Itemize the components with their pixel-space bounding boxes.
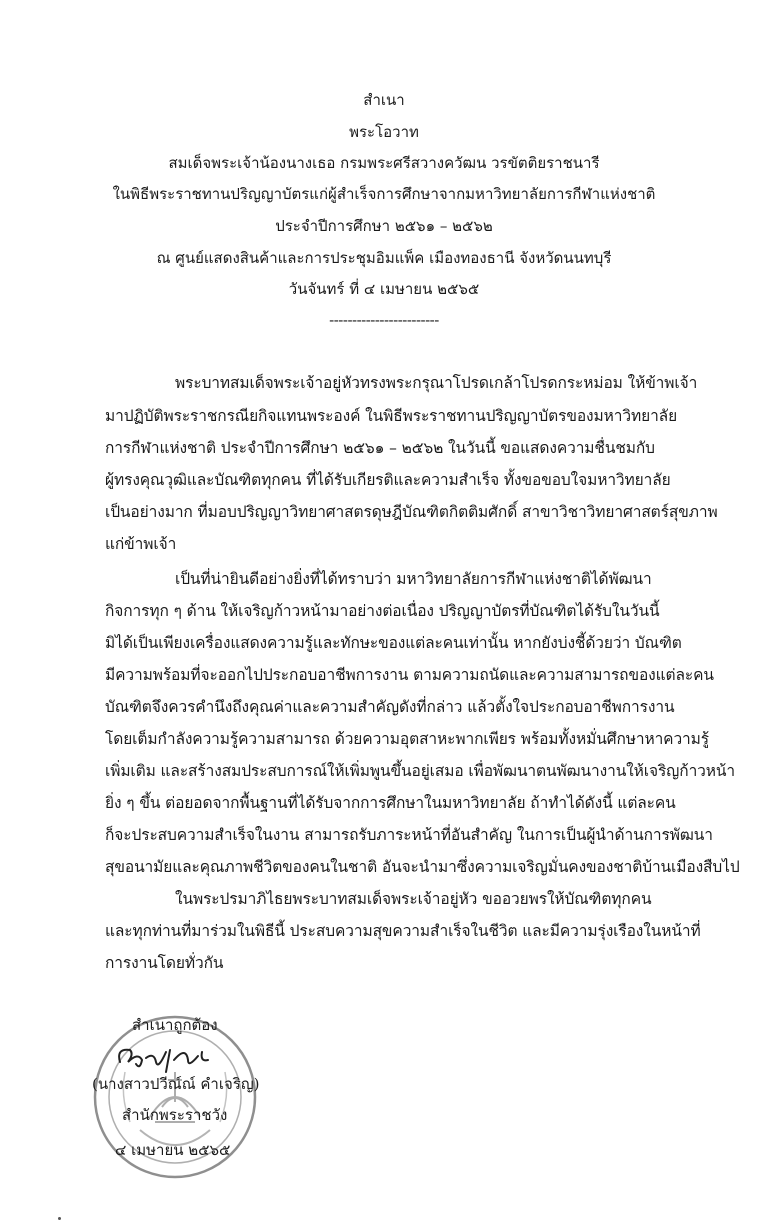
body-line: การกีฬาแห่งชาติ ประจำปีการศึกษา ๒๕๖๑ – ๒๕๖๒ ในวันนี้ ขอแสดงความชื่นชมกับ xyxy=(105,439,655,457)
header-academic-year: ประจำปีการศึกษา ๒๕๖๑ – ๒๕๖๒ xyxy=(275,217,493,235)
body-line: และทุกท่านที่มาร่วมในพิธีนี้ ประสบความสุขความสำเร็จในชีวิต และมีความรุ่งเรืองในหน้าที่ xyxy=(105,922,701,940)
body-line: เป็นอย่างมาก ที่มอบปริญญาวิทยาศาสตรดุษฎีบัณฑิตกิตติมศักดิ์ สาขาวิชาวิทยาศาสตร์สุขภาพ xyxy=(105,503,718,521)
certified-copy-label: สำเนาถูกต้อง xyxy=(132,1016,218,1034)
signer-name: (นางสาวปวีณ์ณ์ คำเจริญ) xyxy=(92,1075,260,1093)
body-line: ก็จะประสบความสำเร็จในงาน สามารถรับภาระหน้าที่อันสำคัญ ในการเป็นผู้นำด้านการพัฒนา xyxy=(105,826,713,844)
body-line: การงานโดยทั่วกัน xyxy=(105,954,224,972)
body-line: สุขอนามัยและคุณภาพชีวิตของคนในชาติ อันจะนำมาซึ่งความเจริญมั่นคงของชาติบ้านเมืองสืบไป xyxy=(105,858,740,876)
header-ceremony: ในพิธีพระราชทานปริญญาบัตรแก่ผู้สำเร็จการศึกษาจากมหาวิทยาลัยการกีฬาแห่งชาติ xyxy=(112,185,656,203)
body-line: เป็นที่น่ายินดีอย่างยิ่งที่ได้ทราบว่า มหาวิทยาลัยการกีฬาแห่งชาติได้พัฒนา xyxy=(175,570,652,588)
body-line: กิจการทุก ๆ ด้าน ให้เจริญก้าวหน้ามาอย่างต่อเนื่อง ปริญญาบัตรที่บัณฑิตได้รับในวันนี้ xyxy=(105,602,660,620)
header-copy-label: สำเนา xyxy=(363,91,405,109)
body-line: พระบาทสมเด็จพระเจ้าอยู่หัวทรงพระกรุณาโปรดเกล้าโปรดกระหม่อม ให้ข้าพเจ้า xyxy=(175,374,698,392)
certification-date: ๔ เมษายน ๒๕๖๕ xyxy=(115,1141,231,1159)
body-line: แก่ข้าพเจ้า xyxy=(105,535,177,553)
body-line: เพิ่มเติม และสร้างสมประสบการณ์ให้เพิ่มพูนขึ้นอยู่เสมอ เพื่อพัฒนาตนพัฒนางานให้เจริญก้าวหน้า xyxy=(105,762,735,780)
header-princess-name: สมเด็จพระเจ้าน้องนางเธอ กรมพระศรีสวางควัฒน วรขัตติยราชนารี xyxy=(168,154,600,172)
header-divider: ------------------------ xyxy=(329,311,439,329)
body-line: ยิ่ง ๆ ขึ้น ต่อยอดจากพื้นฐานที่ได้รับจากการศึกษาในมหาวิทยาลัย ถ้าทำได้ดังนี้ แต่ละคน xyxy=(105,794,676,812)
body-line: มิได้เป็นเพียงเครื่องแสดงความรู้และทักษะของแต่ละคนเท่านั้น หากยังบ่งชี้ด้วยว่า บัณฑิต xyxy=(105,634,682,652)
body-line: โดยเต็มกำลังความรู้ความสามารถ ด้วยความอุตสาหะพากเพียร พร้อมทั้งหมั่นศึกษาหาความรู้ xyxy=(105,730,709,748)
body-line: มีความพร้อมที่จะออกไปประกอบอาชีพการงาน ตามความถนัดและความสามารถของแต่ละคน xyxy=(105,666,714,684)
office-name: สำนักพระราชวัง xyxy=(122,1106,228,1124)
body-line: ในพระปรมาภิไธยพระบาทสมเด็จพระเจ้าอยู่หัว ขออวยพรให้บัณฑิตทุกคน xyxy=(175,890,652,908)
header-venue: ณ ศูนย์แสดงสินค้าและการประชุมอิมแพ็ค เมืองทองธานี จังหวัดนนทบุรี xyxy=(156,249,612,267)
body-line: มาปฏิบัติพระราชกรณียกิจแทนพระองค์ ในพิธีพระราชทานปริญญาบัตรของมหาวิทยาลัย xyxy=(105,407,678,425)
body-line: ผู้ทรงคุณวุฒิและบัณฑิตทุกคน ที่ได้รับเกียรติและความสำเร็จ ทั้งขอขอบใจมหาวิทยาลัย xyxy=(105,471,671,489)
header-date: วันจันทร์ ที่ ๔ เมษายน ๒๕๖๕ xyxy=(288,280,480,298)
body-line: บัณฑิตจึงควรคำนึงถึงคุณค่าและความสำคัญดังที่กล่าว แล้วตั้งใจประกอบอาชีพการงาน xyxy=(105,698,675,716)
scan-speck xyxy=(58,1217,61,1220)
header-title: พระโอวาท xyxy=(349,123,419,141)
